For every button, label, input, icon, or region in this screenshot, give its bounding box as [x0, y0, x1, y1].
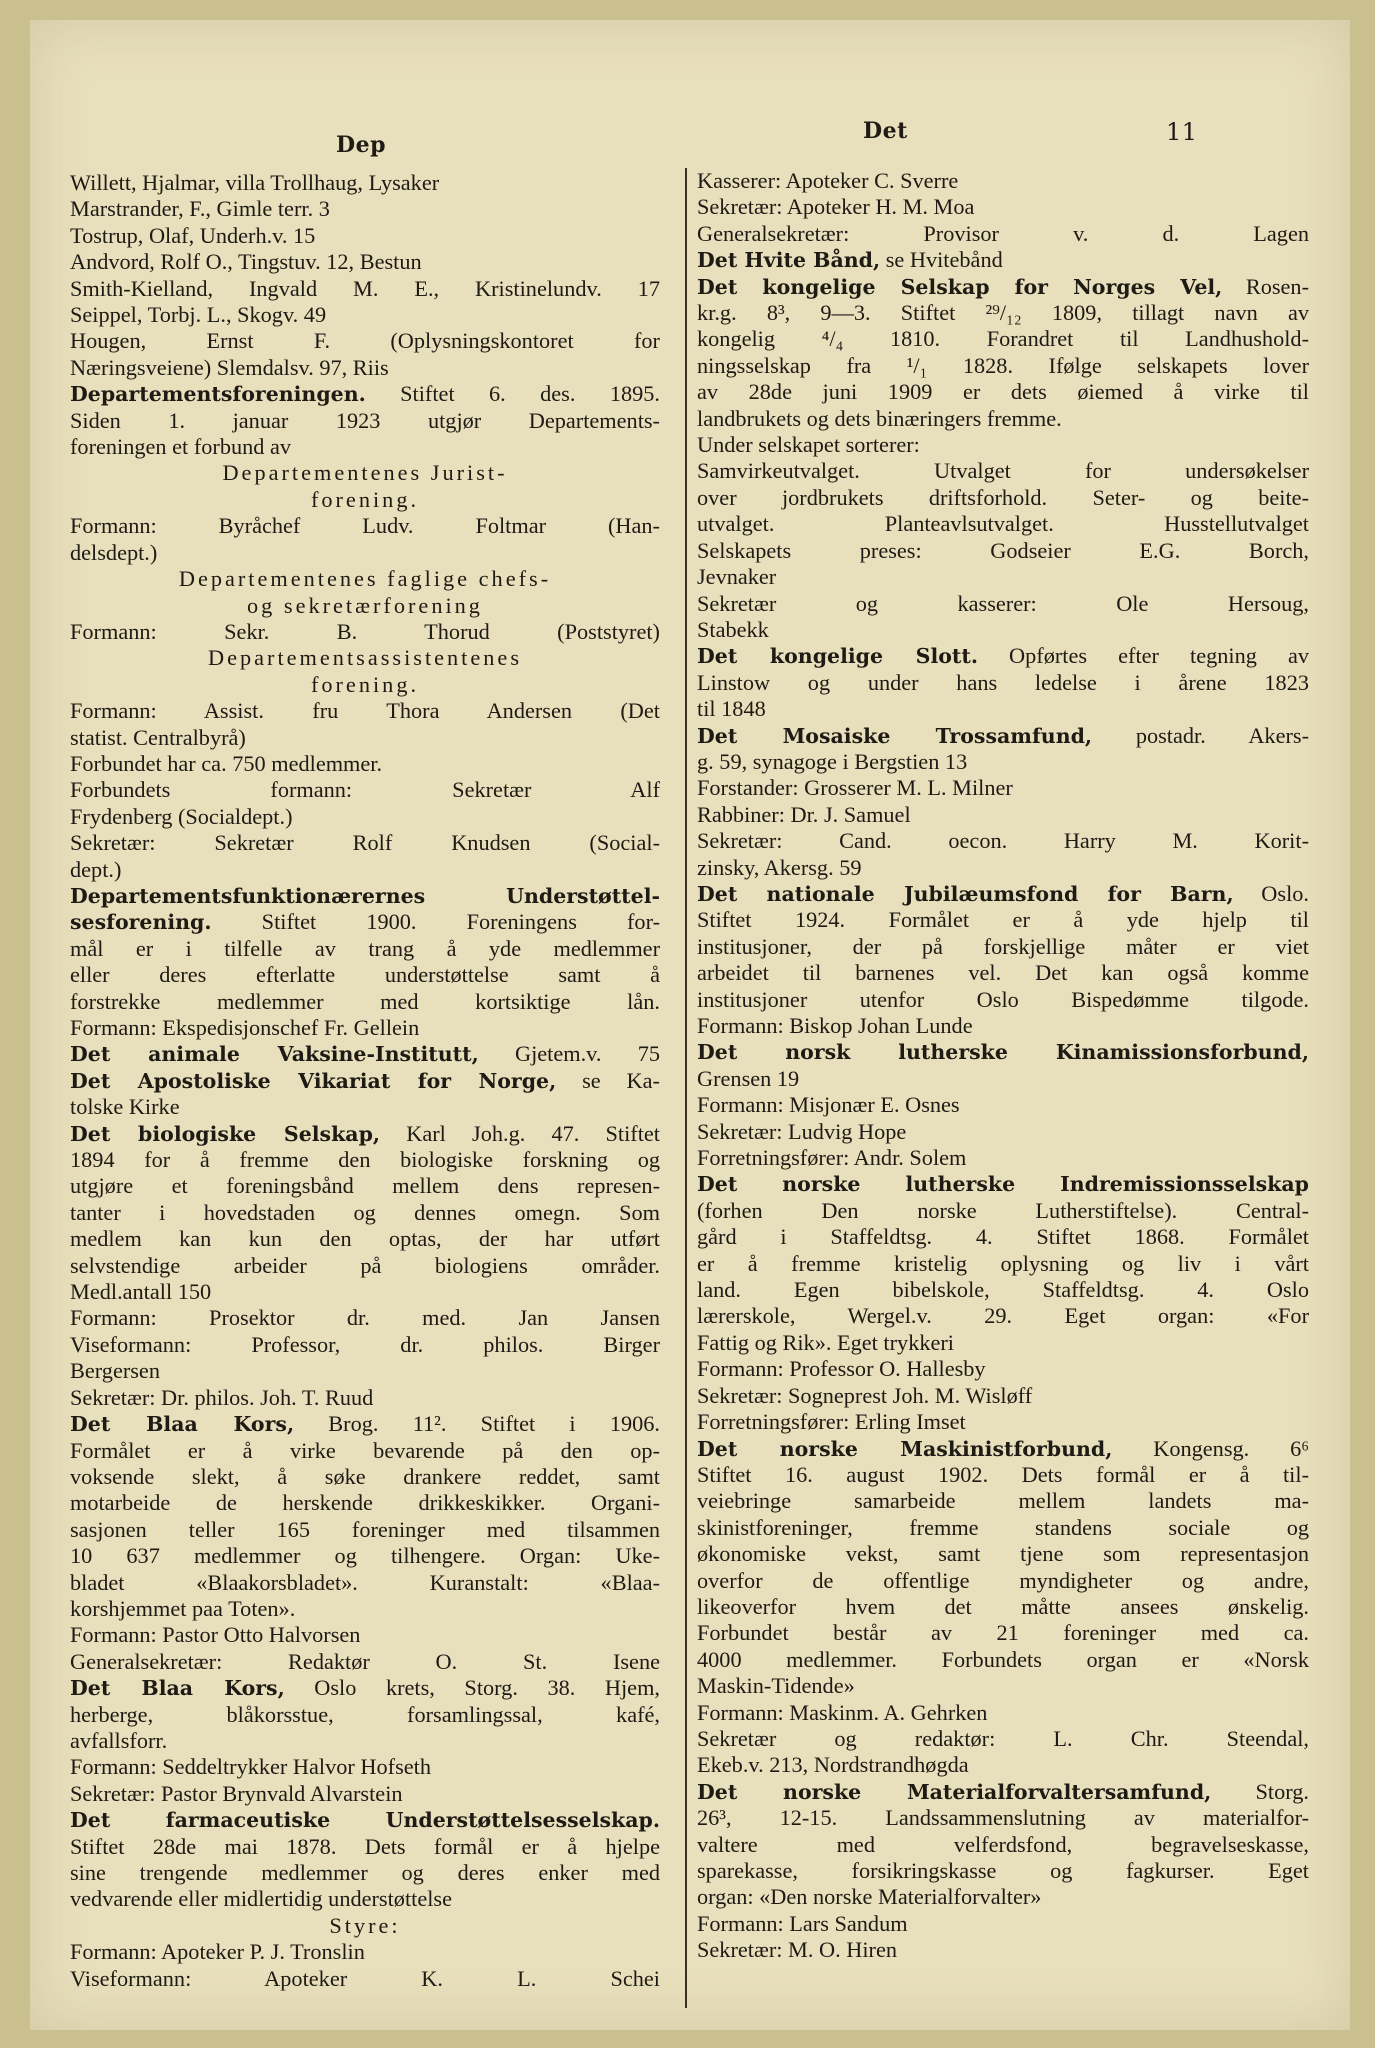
- text-line: Det Apostoliske Vikariat for Norge, se Ka-: [70, 1067, 660, 1093]
- text-line: Fattig og Rik». Eget trykkeri: [697, 1329, 955, 1355]
- text-line: landbrukets og dets binæringers fremme.: [697, 405, 1062, 431]
- text-line: Styre:: [329, 1912, 401, 1938]
- text-line: likeoverfor hvem det måtte ansees ønskelig.: [697, 1593, 1309, 1619]
- text-line: Sekretær: Sogneprest Joh. M. Wisløff: [697, 1382, 1033, 1408]
- text-line: utvalget. Planteavlsutvalget. Husstellutvalget: [697, 511, 1309, 537]
- text-line: Formann: Assist. fru Thora Andersen (Det: [70, 698, 660, 724]
- text-line: kr.g. 8³, 9—3. Stiftet ²⁹/₁₂ 1809, tillagt navn av: [697, 300, 1309, 326]
- text-line: Formann: Prosektor dr. med. Jan Jansen: [70, 1305, 660, 1331]
- text-line: Smith-Kielland, Ingvald M. E., Kristinelundv. 17: [70, 275, 660, 301]
- text-line: valtere med velferdsfond, begravelseskasse,: [697, 1831, 1309, 1857]
- text-line: [70, 883, 660, 909]
- text-line: Formann: Byråchef Ludv. Foltmar (Han-: [70, 513, 660, 539]
- text-line: Tostrup, Olaf, Underh.v. 15: [70, 222, 316, 248]
- text-line: organ: «Den norske Materialforvalter»: [697, 1884, 1042, 1910]
- text-line: institusjoner utenfor Oslo Bispedømme tilgode.: [697, 986, 1309, 1012]
- text-line: Forbundet har ca. 750 medlemmer.: [70, 750, 383, 776]
- text-line: overfor de offentlige myndigheter og andre,: [697, 1567, 1309, 1593]
- text-line: voksende slekt, å søke drankere reddet, samt: [70, 1463, 660, 1489]
- text-line: Under selskapet sorterer:: [697, 432, 920, 458]
- text-line: Stabekk: [697, 616, 769, 642]
- text-line: Formann: Apoteker P. J. Tronslin: [70, 1939, 365, 1965]
- text-line: sasjonen teller 165 foreninger med tilsammen: [70, 1516, 660, 1542]
- text-line: Det Blaa Kors, Brog. 11². Stiftet i 1906.: [70, 1411, 660, 1437]
- text-line: Formann: Sekr. B. Thorud (Poststyret): [70, 618, 660, 644]
- entry-heading: Departementsfunktionærernes Understøttel-: [70, 883, 660, 908]
- page-number: 11: [1166, 118, 1198, 146]
- text-line: Generalsekretær: Provisor v. d. Lagen: [697, 220, 1309, 246]
- text-line: Forretningsfører: Andr. Solem: [697, 1145, 967, 1171]
- text-line: Kasserer: Apoteker C. Sverre: [697, 168, 959, 193]
- text-line: Sekretær: Pastor Brynvald Alvarstein: [70, 1780, 403, 1806]
- text-line: Stiftet 16. august 1902. Dets formål er å til-: [697, 1461, 1309, 1487]
- text-line: herberge, blåkorsstue, forsamlingssal, kafé,: [70, 1701, 660, 1727]
- entry-heading: Det Mosaiske Trossamfund,: [697, 723, 1093, 748]
- text-line: Departementenes Jurist-: [222, 460, 508, 486]
- text-line: Det norske Materialforvaltersamfund, Storg.: [697, 1778, 1309, 1804]
- text-line: medlem kan kun den optas, der har utført: [70, 1226, 660, 1252]
- text-line: land. Egen bibelskole, Staffeldtsg. 4. Oslo: [697, 1277, 1309, 1303]
- entry-heading: Det kongelige Selskap for Norges Vel,: [697, 274, 1223, 299]
- running-head-middle: Det: [863, 118, 908, 144]
- text-line: av 28de juni 1909 er dets øiemed å virke til: [697, 379, 1309, 405]
- text-line: g. 59, synagoge i Bergstien 13: [697, 748, 968, 774]
- text-line: Siden 1. januar 1923 utgjør Departements-: [70, 407, 660, 433]
- text-line: Formann: Biskop Johan Lunde: [697, 1013, 973, 1038]
- text-line: Grensen 19: [697, 1065, 800, 1091]
- text-line: Det norske Maskinistforbund, Kongensg. 6⁶: [697, 1435, 1309, 1461]
- text-line: forening.: [310, 671, 420, 697]
- text-line: Sekretær og kasserer: Ole Hersoug,: [697, 590, 1309, 616]
- text-line: 1894 for å fremme den biologiske forskning og: [70, 1147, 660, 1173]
- text-line: Det Blaa Kors, Oslo krets, Storg. 38. Hjem,: [70, 1675, 660, 1701]
- text-line: korshjemmet paa Toten».: [70, 1595, 296, 1621]
- entry-heading: Departementsforeningen.: [70, 382, 366, 407]
- text-line: utgjøre et foreningsbånd mellem dens represen-: [70, 1173, 660, 1199]
- text-line: Formann: Professor O. Hallesby: [697, 1356, 986, 1382]
- text-line: Sekretær: M. O. Hiren: [697, 1937, 898, 1963]
- entry-heading: Det Hvite Bånd,: [697, 248, 881, 273]
- text-line: [70, 1807, 660, 1833]
- text-line: forstrekke medlemmer med kortsiktige lån.: [70, 988, 660, 1014]
- text-line: Det Mosaiske Trossamfund, postadr. Akers-: [697, 722, 1309, 748]
- text-line: eller deres efterlatte understøttelse samt å: [70, 962, 660, 988]
- text-line: Stiftet 1924. Formålet er å yde hjelp til: [697, 907, 1309, 933]
- text-line: Sekretær: Sekretær Rolf Knudsen (Social-: [70, 830, 660, 856]
- text-line: Forbundet består av 21 foreninger med ca.: [697, 1620, 1309, 1646]
- text-line: Rabbiner: Dr. J. Samuel: [697, 801, 911, 827]
- text-line: Sekretær: Ludvig Hope: [697, 1118, 907, 1144]
- text-line: Sekretær: Cand. oecon. Harry M. Korit-: [697, 828, 1309, 854]
- entry-heading: Det kongelige Slott.: [697, 644, 978, 669]
- text-line: økonomiske vekst, samt tjene som representasjon: [697, 1541, 1309, 1567]
- text-line: tanter i hovedstaden og dennes omegn. Som: [70, 1199, 660, 1225]
- text-line: til 1848: [697, 696, 766, 722]
- text-line: Maskin-Tidende»: [697, 1673, 855, 1699]
- document-page: [30, 20, 1350, 2030]
- left-column: [70, 170, 660, 1992]
- text-line: Formann: Pastor Otto Halvorsen: [70, 1622, 361, 1648]
- text-line: Stiftet 28de mai 1878. Dets formål er å hjelpe: [70, 1833, 660, 1859]
- text-line: Formann: Seddeltrykker Halvor Hofseth: [70, 1754, 432, 1780]
- text-line: Selskapets preses: Godseier E.G. Borch,: [697, 537, 1309, 563]
- text-line: Frydenberg (Socialdept.): [70, 803, 293, 829]
- text-line: Formann: Ekspedisjonschef Fr. Gellein: [70, 1015, 420, 1040]
- entry-heading: Det biologiske Selskap,: [70, 1121, 381, 1146]
- text-line: Det nationale Jubilæumsfond for Barn, Oslo.: [697, 880, 1309, 906]
- text-line: Departementenes faglige chefs-: [178, 566, 552, 592]
- text-line: Linstow og under hans ledelse i årene 1823: [697, 669, 1309, 695]
- text-line: arbeidet til barnenes vel. Det kan også komme: [697, 960, 1309, 986]
- text-line: Forstander: Grosserer M. L. Milner: [697, 775, 1013, 801]
- text-line: Hougen, Ernst F. (Oplysningskontoret for: [70, 328, 660, 354]
- text-line: selvstendige arbeider på biologiens områder.: [70, 1252, 660, 1278]
- text-line: Formann: Misjonær E. Osnes: [697, 1092, 960, 1118]
- text-line: (forhen Den norske Lutherstiftelse). Central-: [697, 1197, 1309, 1223]
- entry-heading: Det norsk lutherske Kinamissionsforbund,: [697, 1040, 1309, 1065]
- text-line: statist. Centralbyrå): [70, 724, 246, 750]
- text-line: Generalsekretær: Redaktør O. St. Isene: [70, 1648, 660, 1674]
- text-line: mål er i tilfelle av trang å yde medlemmer: [70, 935, 660, 961]
- text-line: Næringsveiene) Slemdalsv. 97, Riis: [70, 354, 389, 380]
- entry-heading: Det animale Vaksine-Institutt,: [70, 1042, 479, 1067]
- entry-heading: sesforening.: [70, 910, 212, 935]
- text-line: Bergersen: [70, 1358, 160, 1384]
- text-line: institusjoner, der på forskjellige måter er viet: [697, 933, 1309, 959]
- text-line: Jevnaker: [697, 564, 777, 590]
- text-line: 26³, 12-15. Landssammenslutning av materialfor-: [697, 1805, 1309, 1831]
- text-line: er å fremme kristelig oplysning og liv i vårt: [697, 1250, 1309, 1276]
- text-line: zinsky, Akersg. 59: [697, 854, 862, 880]
- text-line: sine trengende medlemmer og deres enker med: [70, 1860, 660, 1885]
- text-line: ningsselskap fra ¹/₁ 1828. Ifølge selskapets lover: [697, 352, 1309, 378]
- text-line: foreningen et forbund av: [70, 434, 292, 460]
- entry-heading: Det Apostoliske Vikariat for Norge,: [70, 1068, 557, 1093]
- running-head-left: Dep: [336, 132, 386, 158]
- text-line: Departementsassistentenes: [208, 645, 522, 671]
- text-line: Viseformann: Professor, dr. philos. Birger: [70, 1331, 660, 1357]
- text-line: dept.): [70, 856, 122, 882]
- text-line: Willett, Hjalmar, villa Trollhaug, Lysaker: [70, 170, 440, 195]
- entry-heading: Det norske Maskinistforbund,: [697, 1436, 1113, 1461]
- text-line: Forbundets formann: Sekretær Alf: [70, 777, 660, 803]
- text-line: delsdept.): [70, 539, 158, 565]
- text-line: Det kongelige Selskap for Norges Vel, Rosen-: [697, 273, 1309, 299]
- entry-heading: Det Blaa Kors,: [70, 1676, 285, 1701]
- text-line: Ekeb.v. 213, Nordstrandhøgda: [697, 1752, 969, 1778]
- text-line: Det kongelige Slott. Opførtes efter tegning av: [697, 643, 1309, 669]
- text-line: [697, 1039, 1309, 1065]
- text-line: Sekretær og redaktør: L. Chr. Steendal,: [697, 1725, 1309, 1751]
- text-line: og sekretærforening: [247, 592, 483, 618]
- text-line: 10 637 medlemmer og tilhengere. Organ: Uke-: [70, 1543, 660, 1569]
- text-line: bladet «Blaakorsbladet». Kuranstalt: «Blaa-: [70, 1569, 660, 1595]
- text-line: Formann: Lars Sandum: [697, 1910, 908, 1936]
- text-line: over jordbrukets driftsforhold. Seter- og beite-: [697, 484, 1309, 510]
- text-line: Andvord, Rolf O., Tingstuv. 12, Bestun: [70, 249, 422, 275]
- text-line: Det biologiske Selskap, Karl Joh.g. 47. Stiftet: [70, 1120, 660, 1146]
- entry-heading: Det nationale Jubilæumsfond for Barn,: [697, 881, 1234, 906]
- text-line: Formann: Maskinm. A. Gehrken: [697, 1699, 988, 1725]
- text-line: Det Hvite Bånd, se Hvitebånd: [697, 247, 1003, 273]
- text-line: veiebringe samarbeide mellem landets ma-: [697, 1488, 1309, 1514]
- text-line: Departementsforeningen. Stiftet 6. des. 1895.: [70, 381, 660, 407]
- text-line: Marstrander, F., Gimle terr. 3: [70, 196, 330, 222]
- text-line: gård i Staffeldtsg. 4. Stiftet 1868. Formålet: [697, 1224, 1309, 1250]
- text-line: 4000 medlemmer. Forbundets organ er «Norsk: [697, 1646, 1309, 1672]
- text-line: lærerskole, Wergel.v. 29. Eget organ: «For: [697, 1303, 1309, 1329]
- text-line: Sekretær: Apoteker H. M. Moa: [697, 194, 975, 220]
- text-line: kongelig ⁴/₄ 1810. Forandret til Landhushold-: [697, 326, 1309, 352]
- entry-heading: Det farmaceutiske Understøttelsesselskap.: [70, 1808, 660, 1833]
- text-line: avfallsforr.: [70, 1727, 168, 1753]
- text-line: Medl.antall 150: [70, 1279, 212, 1305]
- entry-heading: Det norske Materialforvaltersamfund,: [697, 1779, 1212, 1804]
- text-line: forening.: [310, 486, 420, 512]
- text-line: motarbeide de herskende drikkeskikker. Organi-: [70, 1490, 660, 1516]
- entry-heading: Det norske lutherske Indremissionsselskap: [697, 1172, 1309, 1197]
- text-line: sparekasse, forsikringskasse og fagkurser. Eget: [697, 1858, 1309, 1883]
- text-line: Det animale Vaksine-Institutt, Gjetem.v. 75: [70, 1041, 660, 1067]
- text-line: Seippel, Torbj. L., Skogv. 49: [70, 302, 327, 328]
- text-line: Sekretær: Dr. philos. Joh. T. Ruud: [70, 1384, 374, 1410]
- text-line: vedvarende eller midlertidig understøttelse: [70, 1886, 453, 1912]
- text-line: Samvirkeutvalget. Utvalget for undersøkelser: [697, 458, 1309, 484]
- text-line: Forretningsfører: Erling Imset: [697, 1409, 966, 1435]
- right-column: [685, 168, 1309, 2008]
- text-line: sesforening. Stiftet 1900. Foreningens for-: [70, 909, 660, 935]
- text-line: skinistforeninger, fremme standens sociale og: [697, 1514, 1309, 1540]
- text-line: [697, 1171, 1309, 1197]
- text-line: Formålet er å virke bevarende på den op-: [70, 1437, 660, 1463]
- entry-heading: Det Blaa Kors,: [70, 1412, 295, 1437]
- text-line: Viseformann: Apoteker K. L. Schei: [70, 1965, 660, 1991]
- text-line: tolske Kirke: [70, 1094, 180, 1120]
